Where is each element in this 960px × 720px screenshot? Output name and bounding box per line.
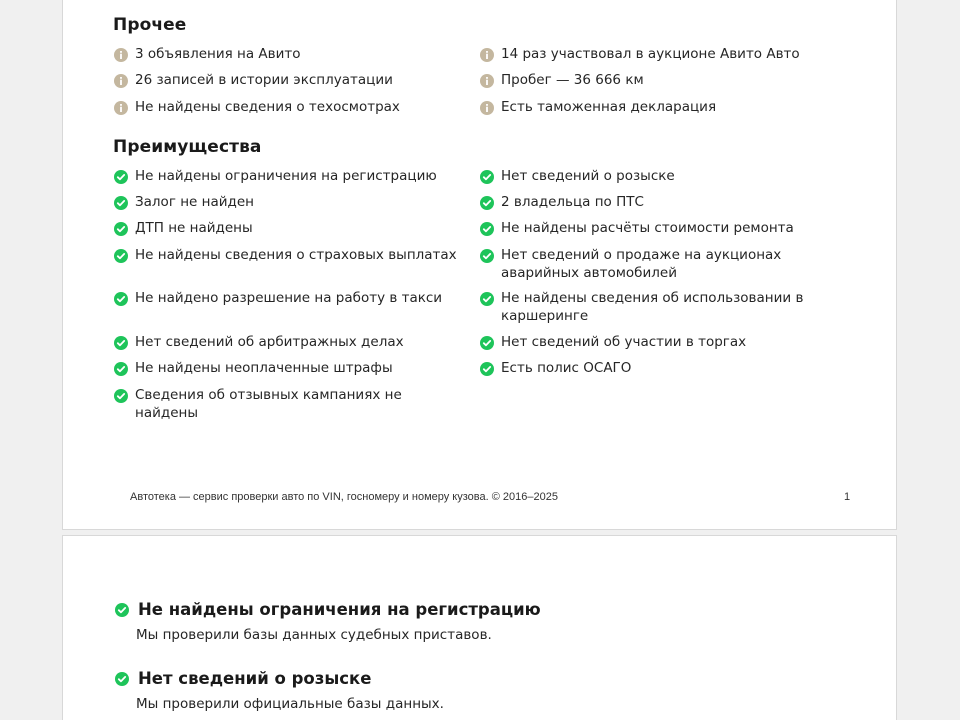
- advantage-item: [114, 220, 464, 238]
- info-icon: [480, 48, 494, 62]
- advantage-item-text: Есть полис ОСАГО: [501, 360, 632, 376]
- check-icon: [114, 389, 128, 403]
- other-item-text: Есть таможенная декларация: [501, 99, 717, 115]
- advantage-item: [480, 334, 840, 352]
- info-icon: [480, 74, 494, 88]
- check-icon: [480, 249, 494, 263]
- page-number: 1: [844, 491, 851, 503]
- other-item: [114, 99, 464, 117]
- detail-description: Мы проверили официальные базы данных.: [136, 696, 444, 712]
- advantage-item-text: Не найдено разрешение на работу в такси: [135, 290, 443, 306]
- info-icon: [114, 48, 128, 62]
- advantage-item-text: Не найдены расчёты стоимости ремонта: [501, 220, 794, 236]
- advantage-item-text: ДТП не найдены: [135, 220, 253, 236]
- info-icon: [114, 74, 128, 88]
- detail-title: Нет сведений о розыске: [138, 669, 372, 688]
- check-icon: [114, 249, 128, 263]
- detail-heading: [115, 600, 541, 619]
- check-icon: [114, 196, 128, 210]
- advantage-item: [114, 247, 464, 265]
- advantage-item-text: Не найдены сведения об использовании в каршеринге: [501, 290, 804, 324]
- advantage-item: [114, 360, 464, 378]
- advantage-item-text: Нет сведений об участии в торгах: [501, 334, 747, 350]
- advantage-item: [480, 290, 840, 325]
- detail-block: [115, 600, 541, 643]
- check-icon: [480, 196, 494, 210]
- section-title-other: Прочее: [113, 15, 187, 35]
- advantage-item-text: Не найдены ограничения на регистрацию: [135, 168, 437, 184]
- advantage-item: [480, 194, 840, 212]
- advantage-item: [480, 168, 840, 186]
- advantage-item: [114, 387, 464, 422]
- check-icon: [115, 603, 129, 617]
- check-icon: [114, 170, 128, 184]
- advantage-item: [114, 194, 464, 212]
- other-item-text: 14 раз участвовал в аукционе Авито Авто: [501, 46, 800, 62]
- other-item-text: Не найдены сведения о техосмотрах: [135, 99, 400, 115]
- other-item: [114, 46, 464, 64]
- detail-title: Не найдены ограничения на регистрацию: [138, 600, 541, 619]
- report-page-2: [62, 535, 897, 720]
- check-icon: [480, 292, 494, 306]
- advantage-item-text: Не найдены неоплаченные штрафы: [135, 360, 393, 376]
- footer-text: Автотека — сервис проверки авто по VIN, госномеру и номеру кузова. © 2016–2025: [130, 491, 558, 503]
- detail-block: [115, 669, 444, 712]
- advantage-item-text: Залог не найден: [135, 194, 254, 210]
- advantage-item-text: Сведения об отзывных кампаниях не найдены: [135, 387, 402, 421]
- check-icon: [480, 362, 494, 376]
- advantage-item: [480, 247, 840, 282]
- info-icon: [114, 101, 128, 115]
- check-icon: [114, 292, 128, 306]
- advantage-item: [114, 290, 464, 308]
- detail-description: Мы проверили базы данных судебных приставов.: [136, 627, 492, 643]
- check-icon: [480, 222, 494, 236]
- section-title-advantages: Преимущества: [113, 137, 262, 157]
- advantage-item-text: Не найдены сведения о страховых выплатах: [135, 247, 457, 263]
- advantage-item: [114, 168, 464, 186]
- other-item: [480, 46, 840, 64]
- report-page-1: [62, 0, 897, 530]
- advantage-item-text: Нет сведений о продаже на аукционах аварийных автомобилей: [501, 247, 782, 281]
- advantage-item: [480, 360, 840, 378]
- other-item: [114, 72, 464, 90]
- check-icon: [480, 336, 494, 350]
- check-icon: [115, 672, 129, 686]
- other-item: [480, 99, 840, 117]
- info-icon: [480, 101, 494, 115]
- check-icon: [480, 170, 494, 184]
- detail-heading: [115, 669, 444, 688]
- advantage-item-text: Нет сведений о розыске: [501, 168, 675, 184]
- advantage-item-text: 2 владельца по ПТС: [501, 194, 644, 210]
- check-icon: [114, 222, 128, 236]
- other-item-text: 3 объявления на Авито: [135, 46, 301, 62]
- other-item: [480, 72, 840, 90]
- advantage-item: [114, 334, 464, 352]
- other-item-text: Пробег — 36 666 км: [501, 72, 644, 88]
- check-icon: [114, 362, 128, 376]
- other-item-text: 26 записей в истории эксплуатации: [135, 72, 393, 88]
- check-icon: [114, 336, 128, 350]
- advantage-item-text: Нет сведений об арбитражных делах: [135, 334, 404, 350]
- advantage-item: [480, 220, 840, 238]
